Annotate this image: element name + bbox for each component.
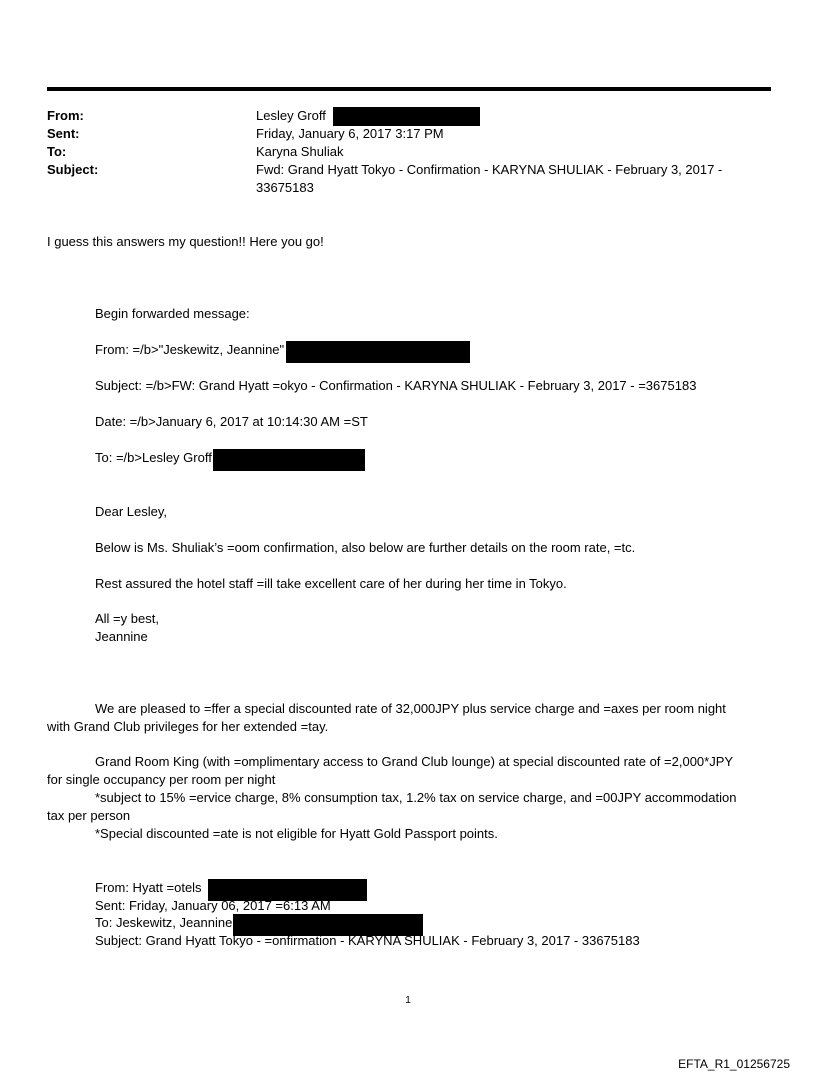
- page-number: 1: [405, 995, 411, 1006]
- orig-subject: Subject: Grand Hyatt Tokyo - =onfirmation - KARYNA SHULIAK - February 3, 2017 - 33675183: [95, 933, 640, 948]
- paragraph-1: Below is Ms. Shuliak’s =oom confirmation, also below are further details on the room rate, =tc.: [95, 540, 636, 555]
- paragraph-2: Rest assured the hotel staff =ill take excellent care of her during her time in Tokyo.: [95, 576, 567, 591]
- sent-label: Sent:: [47, 126, 80, 141]
- sent-value: Friday, January 6, 2017 3:17 PM: [256, 126, 444, 141]
- bates-number: EFTA_R1_01256725: [678, 1057, 790, 1071]
- signature: Jeannine: [95, 629, 148, 644]
- redaction-box: [213, 449, 365, 471]
- fwd-to-line: [95, 449, 365, 471]
- intro-text: I guess this answers my question!! Here you go!: [47, 234, 324, 249]
- from-value-wrap: [256, 107, 756, 126]
- note-1-line-1: *subject to 15% =ervice charge, 8% consumption tax, 1.2% tax on service charge, and =00JPY accommodation: [95, 790, 737, 805]
- fwd-subject: Subject: =/b>FW: Grand Hyatt =okyo - Confirmation - KARYNA SHULIAK - February 3, 2017 - =3675183: [95, 378, 697, 393]
- rate-line-1: We are pleased to =ffer a special discounted rate of 32,000JPY plus service charge and =axes per room night: [95, 701, 726, 716]
- forward-begin: Begin forwarded message:: [95, 306, 250, 321]
- redaction-box: [333, 107, 480, 126]
- redaction-box: [286, 341, 470, 363]
- to-label: To:: [47, 144, 67, 159]
- header-rule: [47, 87, 771, 91]
- fwd-to: To: =/b>Lesley Groff: [95, 450, 212, 465]
- subject-value: Fwd: Grand Hyatt Tokyo - Confirmation - KARYNA SHULIAK - February 3, 2017 - 33675183: [256, 162, 723, 195]
- rate-line-2: with Grand Club privileges for her extended =tay.: [47, 719, 329, 734]
- orig-from: From: Hyatt =otels: [95, 880, 202, 895]
- greeting: Dear Lesley,: [95, 504, 168, 519]
- from-value: Lesley Groff: [256, 108, 326, 123]
- subject-label: Subject:: [47, 162, 99, 177]
- note-1-line-2: tax per person: [47, 808, 131, 823]
- signoff: All =y best,: [95, 611, 159, 626]
- fwd-from: From: =/b>"Jeskewitz, Jeannine": [95, 342, 285, 357]
- orig-to: To: Jeskewitz, Jeannine: [95, 915, 233, 930]
- fwd-from-line: [95, 341, 470, 363]
- to-value: Karyna Shuliak: [256, 144, 344, 159]
- room-line-1: Grand Room King (with =omplimentary access to Grand Club lounge) at special discounted rate of =2,000*JPY: [95, 754, 734, 769]
- fwd-date: Date: =/b>January 6, 2017 at 10:14:30 AM =ST: [95, 414, 368, 429]
- room-line-2: for single occupancy per room per night: [47, 772, 276, 787]
- from-label: From:: [47, 108, 84, 123]
- note-2: *Special discounted =ate is not eligible for Hyatt Gold Passport points.: [95, 826, 498, 841]
- orig-sent: Sent: Friday, January 06, 2017 =6:13 AM: [95, 898, 331, 913]
